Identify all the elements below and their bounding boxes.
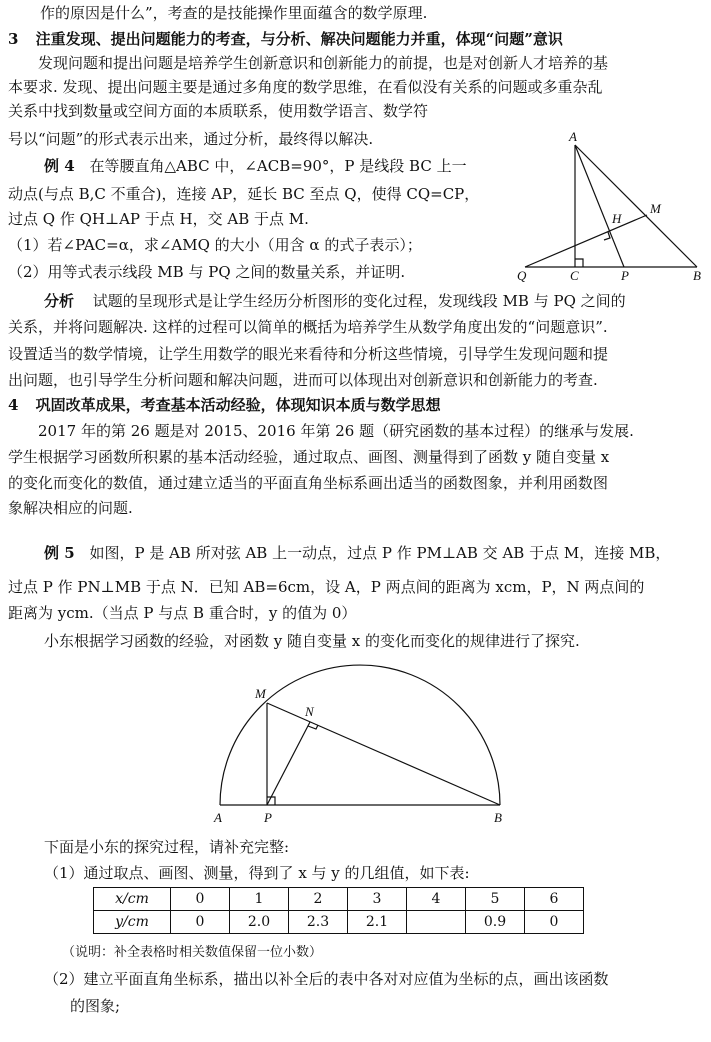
example5-line: 距离为 ycm.（当点 P 与点 B 重合时，y 的值为 0） bbox=[8, 604, 357, 622]
line-MB bbox=[267, 703, 500, 805]
label-A: A bbox=[214, 810, 222, 825]
example4-line: 在等腰直角△ABC 中，∠ACB=90°，P 是线段 BC 上一 bbox=[89, 157, 467, 175]
analysis-line: 试题的呈现形式是让学生经历分析图形的变化过程，发现线段 MB 与 PQ 之间的 bbox=[92, 292, 626, 310]
section3-heading bbox=[8, 28, 563, 50]
x-cell: 4 bbox=[407, 888, 466, 911]
table-row-x bbox=[94, 888, 584, 911]
section4-number: 4 bbox=[8, 396, 19, 414]
section3-para-line: 发现问题和提出问题是培养学生创新意识和创新能力的前提，也是对创新人才培养的基 bbox=[38, 54, 609, 72]
label-B: B bbox=[693, 268, 701, 283]
example4-question1: （1）若∠PAC=α，求∠AMQ 的大小（用含 α 的式子表示）； bbox=[8, 236, 422, 254]
right-angle-N bbox=[308, 725, 318, 729]
analysis-line: 出问题，也引导学生分析问题和解决问题，进而可以体现出对创新意识和创新能力的考查. bbox=[8, 371, 598, 389]
y-cell: 0.9 bbox=[466, 911, 525, 934]
label-P: P bbox=[264, 810, 272, 825]
section3-title: 注重发现、提出问题能力的考查，与分析、解决问题能力并重，体现“问题”意识 bbox=[35, 30, 563, 48]
section4-para-line: 象解决相应的问题. bbox=[8, 499, 133, 517]
line-QM bbox=[525, 215, 647, 267]
example4-question2: （2）用等式表示线段 MB 与 PQ 之间的数量关系，并证明. bbox=[8, 263, 406, 281]
example5-line: 如图，P 是 AB 所对弦 AB 上一动点，过点 P 作 PM⊥AB 交 AB 于点 M，连接 MB， bbox=[89, 544, 671, 562]
x-cell: 5 bbox=[466, 888, 525, 911]
example4-line: 过点 Q 作 QH⊥AP 于点 H，交 AB 于点 M. bbox=[8, 210, 309, 228]
line-AP bbox=[575, 145, 624, 267]
right-angle-C bbox=[575, 259, 583, 267]
x-cell: 2 bbox=[289, 888, 348, 911]
example4-label: 例 4 bbox=[44, 157, 75, 175]
section4-heading bbox=[8, 394, 441, 416]
example4-line: 动点(与点 B,C 不重合)，连接 AP，延长 BC 至点 Q，使得 CQ=CP， bbox=[8, 185, 480, 203]
x-cell: 3 bbox=[348, 888, 407, 911]
example4-first-line bbox=[44, 155, 467, 177]
example5-line: 过点 P 作 PN⊥MB 于点 N．已知 AB=6cm，设 A，P 两点间的距离为 xcm，P，N 两点间的 bbox=[8, 578, 645, 596]
line-PN bbox=[267, 722, 310, 805]
table-row-y bbox=[94, 911, 584, 934]
section3-para-line: 本要求. 发现、提出问题主要是通过多角度的数学思维，在看似没有关系的问题或多重杂乱 bbox=[8, 78, 603, 96]
label-P: P bbox=[621, 268, 629, 283]
y-header: y/cm bbox=[94, 911, 171, 934]
analysis-line: 关系，并将问题解决. 这样的过程可以简单的概括为培养学生从数学角度出发的“问题意识”. bbox=[8, 318, 608, 336]
section3-para-line: 关系中找到数量或空间方面的本质联系，使用数学语言、数学符 bbox=[8, 102, 429, 120]
x-cell: 6 bbox=[525, 888, 584, 911]
y-cell-blank bbox=[407, 911, 466, 934]
x-header: x/cm bbox=[94, 888, 171, 911]
question-2-line: 的图象; bbox=[70, 997, 121, 1015]
label-Q: Q bbox=[517, 268, 527, 283]
triangle-figure bbox=[515, 125, 710, 285]
label-A: A bbox=[569, 129, 577, 144]
line-AB bbox=[575, 145, 697, 267]
example5-first-line bbox=[44, 542, 670, 564]
example5-line: 小东根据学习函数的经验，对函数 y 随自变量 x 的变化而变化的规律进行了探究. bbox=[44, 632, 580, 650]
x-cell: 0 bbox=[171, 888, 230, 911]
process-intro: 下面是小东的探究过程，请补充完整: bbox=[44, 838, 290, 856]
analysis-label: 分析 bbox=[44, 292, 75, 310]
label-M: M bbox=[255, 686, 266, 701]
label-M: M bbox=[650, 201, 661, 216]
label-H: H bbox=[612, 211, 622, 226]
y-cell: 2.0 bbox=[230, 911, 289, 934]
section3-para-line: 号以“问题”的形式表示出来，通过分析，最终得以解决. bbox=[8, 130, 374, 148]
section4-title: 巩固改革成果，考查基本活动经验，体现知识本质与数学思想 bbox=[35, 396, 441, 414]
y-cell: 2.1 bbox=[348, 911, 407, 934]
y-cell: 0 bbox=[171, 911, 230, 934]
intro-line-end: 作的原因是什么”，考查的是技能操作里面蕴含的数学原理. bbox=[40, 4, 428, 22]
y-cell: 2.3 bbox=[289, 911, 348, 934]
label-C: C bbox=[570, 268, 579, 283]
x-cell: 1 bbox=[230, 888, 289, 911]
section4-para-line: 2017 年的第 26 题是对 2015、2016 年第 26 题（研究函数的基本过程）的继承与发展. bbox=[38, 422, 634, 440]
analysis-first-line bbox=[44, 290, 626, 312]
question-1: （1）通过取点、画图、测量，得到了 x 与 y 的几组值，如下表: bbox=[44, 864, 470, 882]
xy-table bbox=[93, 887, 584, 934]
table-note: （说明：补全表格时相关数值保留一位小数） bbox=[62, 945, 323, 960]
section4-para-line: 的变化而变化的数值，通过建立适当的平面直角坐标系画出适当的函数图象，并利用函数图 bbox=[8, 474, 609, 492]
y-cell: 0 bbox=[525, 911, 584, 934]
semicircle-figure bbox=[200, 660, 520, 830]
label-N: N bbox=[305, 704, 314, 719]
example5-label: 例 5 bbox=[44, 544, 75, 562]
question-2-line: （2）建立平面直角坐标系，描出以补全后的表中各对对应值为坐标的点，画出该函数 bbox=[44, 970, 609, 988]
label-B: B bbox=[494, 810, 502, 825]
section4-para-line: 学生根据学习函数所积累的基本活动经验，通过取点、画图、测量得到了函数 y 随自变量 x bbox=[8, 448, 610, 466]
analysis-line: 设置适当的数学情境，让学生用数学的眼光来看待和分析这些情境，引导学生发现问题和提 bbox=[8, 345, 609, 363]
section3-number: 3 bbox=[8, 30, 19, 48]
